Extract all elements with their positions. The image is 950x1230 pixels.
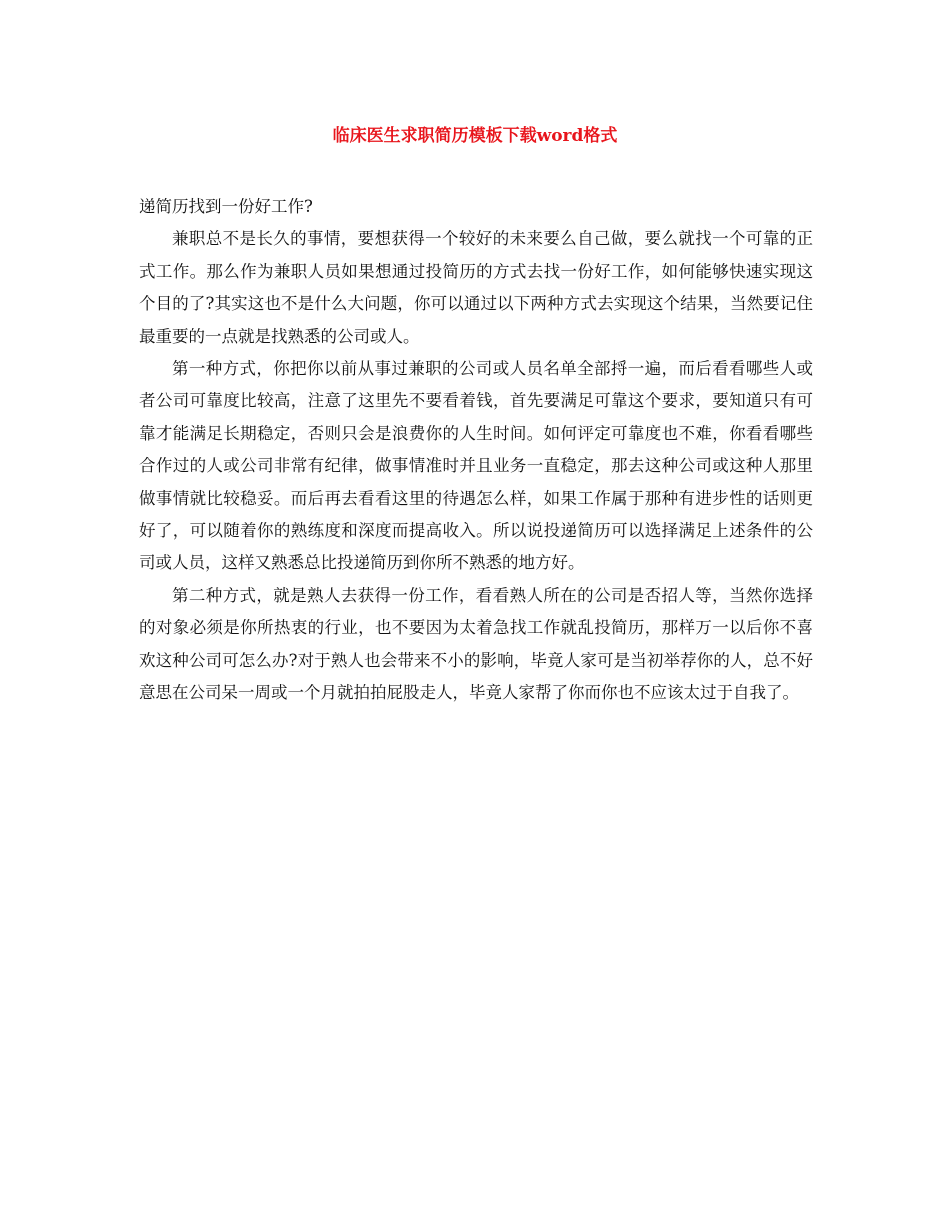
document-title: 临床医生求职简历模板下载word格式 bbox=[332, 126, 618, 146]
paragraph-method-one: 第一种方式，你把你以前从事过兼职的公司或人员名单全部捋一遍，而后看看哪些人或者公司可靠度比较高，注意了这里先不要看着钱，首先要满足可靠这个要求，要知道只有可靠才能满足长期稳定，否则只会是浪费你的人生时间。如何评定可靠度也不难，你看看哪些合作过的人或公司非常有纪律，做事情准时并且业务一直稳定，那去这种公司或这种人那里做事情就比较稳妥。而后再去看看这里的待遇怎么样，如果工作属于那种有进步性的话则更好了，可以随着你的熟练度和深度而提高收入。所以说投递简历可以选择满足上述条件的公司或人员，这样又熟悉总比投递简历到你所不熟悉的地方好。 bbox=[139, 359, 813, 573]
paragraph-method-two: 第二种方式，就是熟人去获得一份工作，看看熟人所在的公司是否招人等，当然你选择的对象必须是你所热衷的行业，也不要因为太着急找工作就乱投简历，那样万一以后你不喜欢这种公司可怎么办?对于熟人也会带来不小的影响，毕竟人家可是当初举荐你的人，总不好意思在公司呆一周或一个月就拍拍屁股走人，毕竟人家帮了你而你也不应该太过于自我了。 bbox=[139, 585, 813, 703]
paragraph-intro: 兼职总不是长久的事情，要想获得一个较好的未来要么自己做，要么就找一个可靠的正式工作。那么作为兼职人员如果想通过投简历的方式去找一份好工作，如何能够快速实现这个目的了?其实这也不是什么大问题，你可以通过以下两种方式去实现这个结果，当然要记住最重要的一点就是找熟悉的公司或人。 bbox=[139, 229, 813, 346]
document-body bbox=[139, 191, 813, 710]
paragraph-lead: 递简历找到一份好工作? bbox=[139, 197, 313, 216]
